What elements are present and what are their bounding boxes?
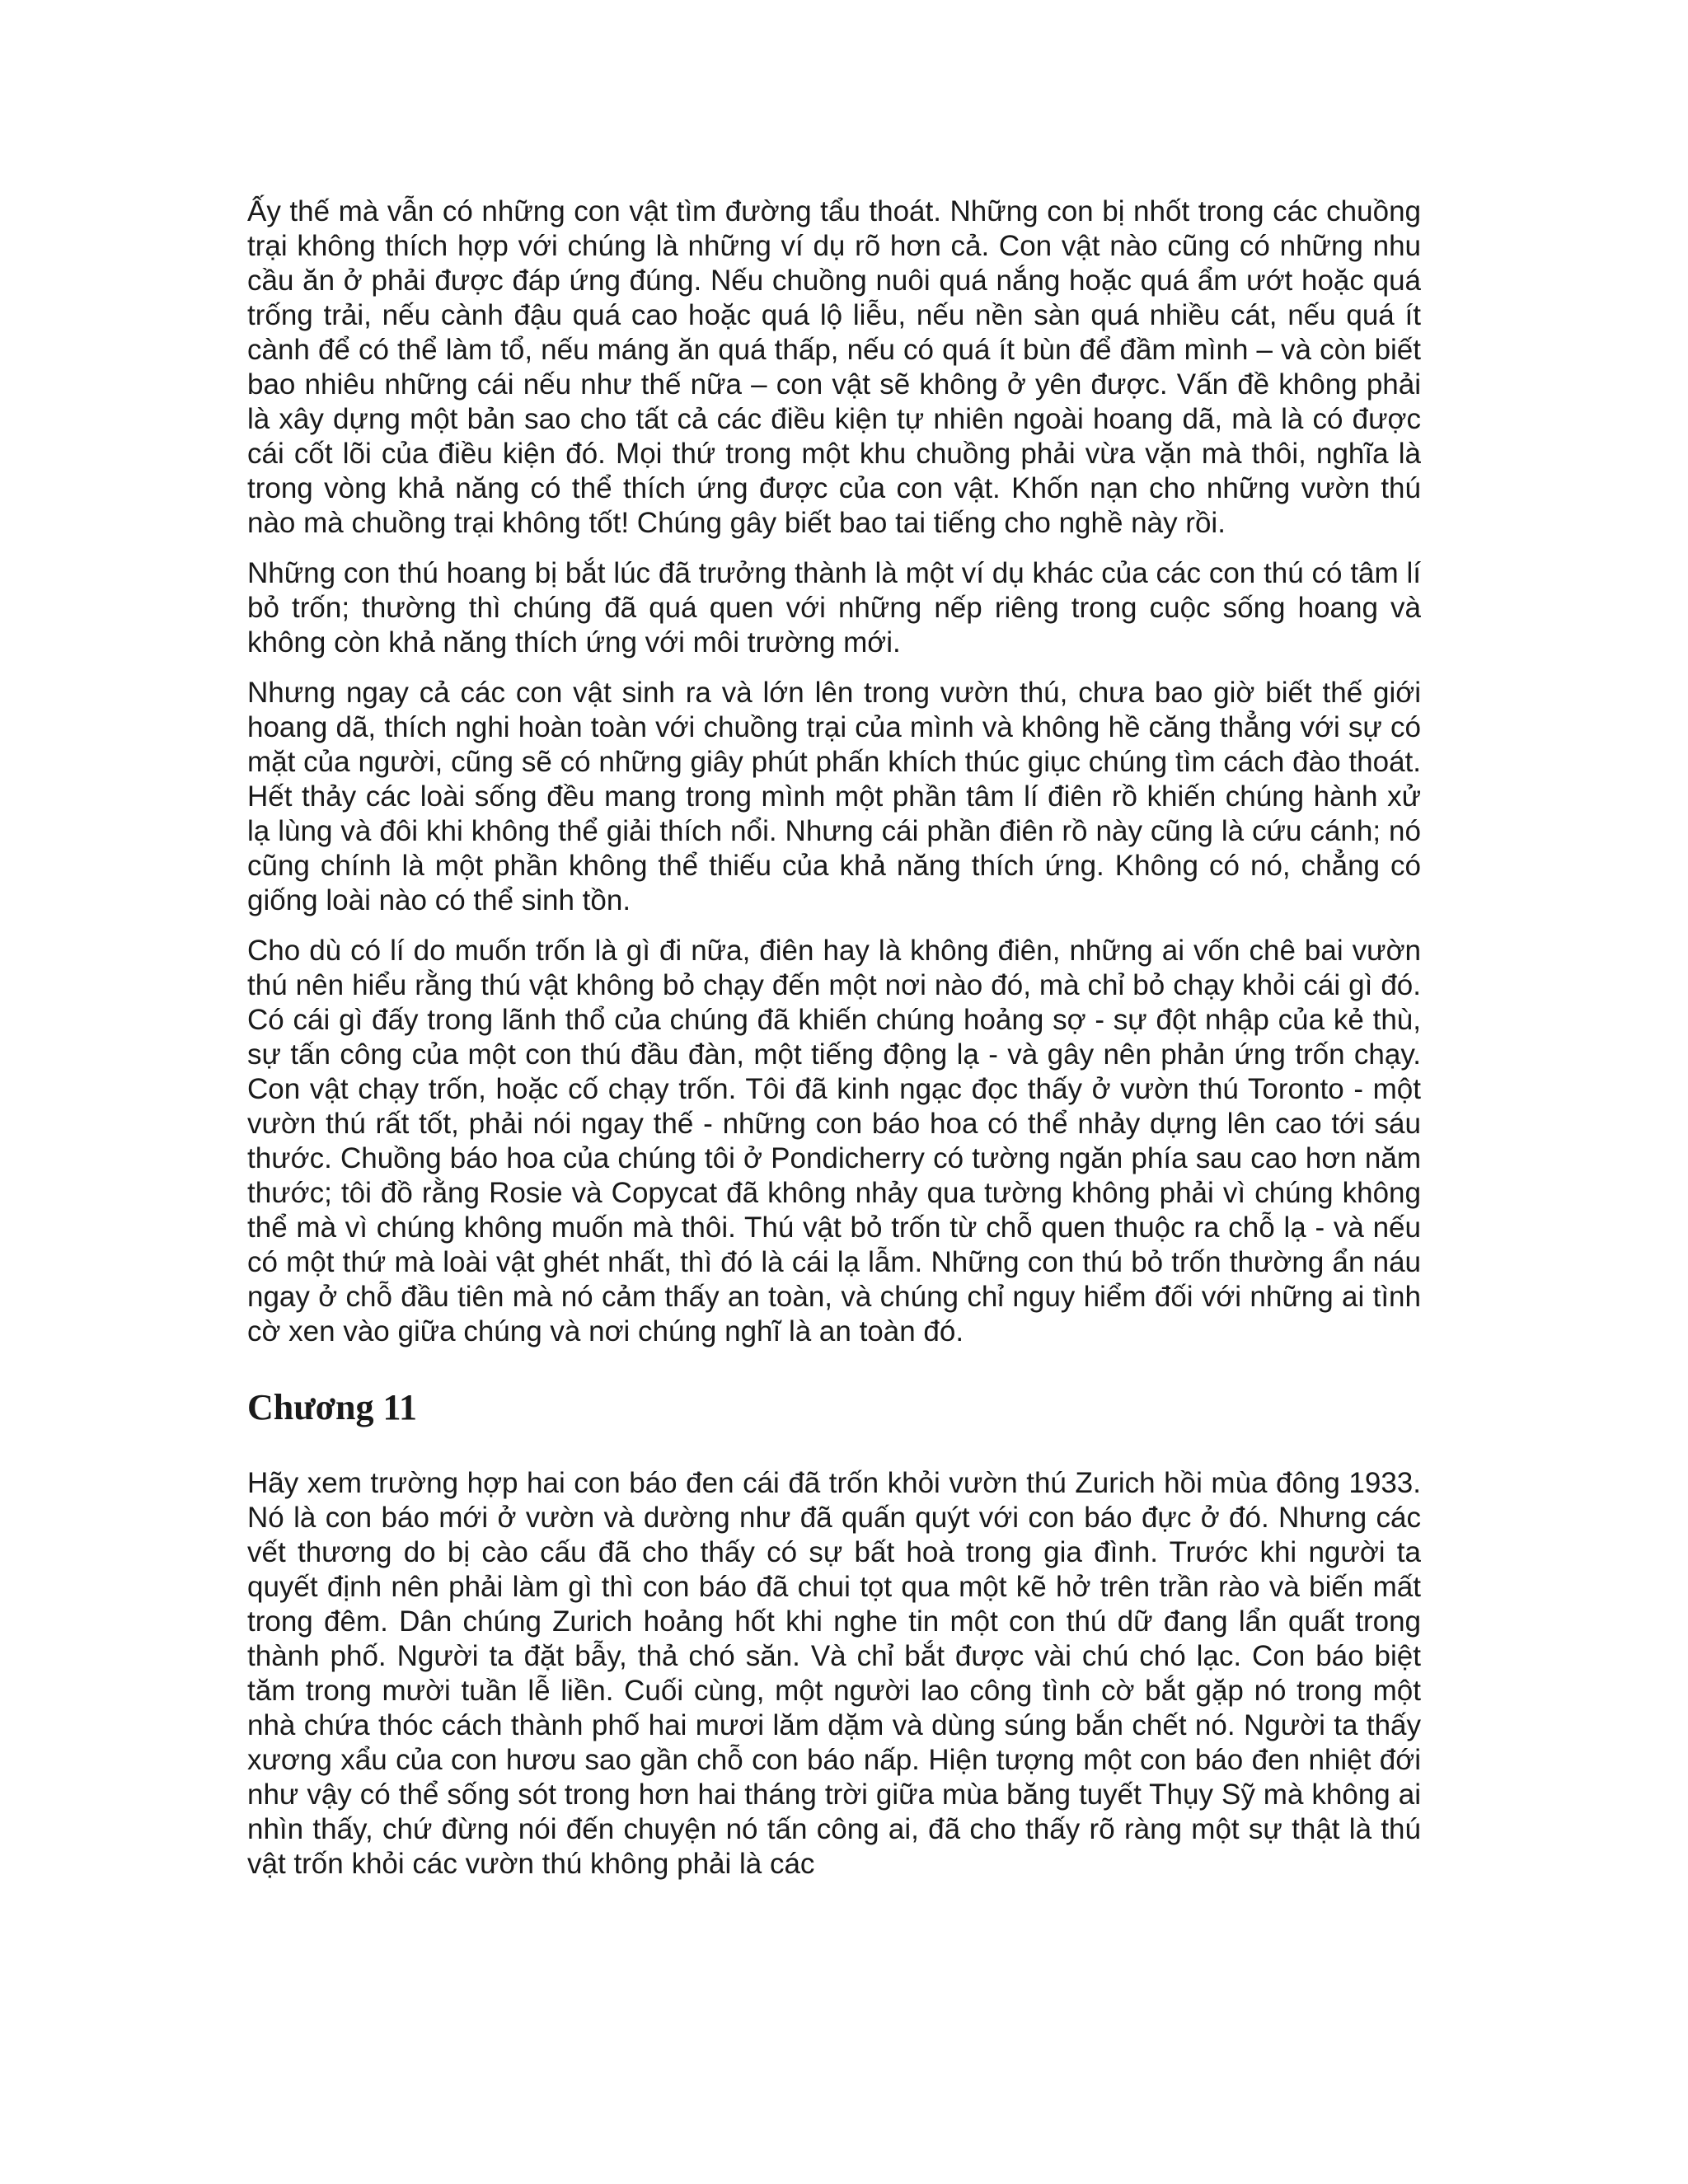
paragraph-zurich-panther: Hãy xem trường hợp hai con báo đen cái đã trốn khỏi vườn thú Zurich hồi mùa đông 1933. Nó là con báo mới ở vườn và dường như đã quấn quýt với con báo đực ở đó. Nhưng các vết thương do bị cào cấu đã cho thấy có sự bất hoà trong gia đình. Trước khi người ta quyết định nên phải làm gì thì con báo đã chui tọt qua một kẽ hở trên trần rào và biến mất trong đêm. Dân chúng Zurich hoảng hốt khi nghe tin một con thú dữ đang lẩn quất trong thành phố. Người ta đặt bẫy, thả chó săn. Và chỉ bắt được vài chú chó lạc. Con báo biệt tăm trong mười tuần lễ liền. Cuối cùng, một người lao công tình cờ bắt gặp nó trong một nhà chứa thóc cách thành phố hai mươi lăm dặm và dùng súng bắn chết nó. Người ta thấy xương xẩu của con hươu sao gần chỗ con báo nấp. Hiện tượng một con báo đen nhiệt đới như vậy có thể sống sót trong hơn hai tháng trời giữa mùa băng tuyết Thụy Sỹ mà không ai nhìn thấy, chứ đừng nói đến chuyện nó tấn công ai, đã cho thấy rõ ràng một sự thật là thú vật trốn khỏi các vườn thú không phải là các [247, 1467, 1421, 1880]
document-page [247, 194, 1421, 1897]
paragraph-zoo-born: Nhưng ngay cả các con vật sinh ra và lớn lên trong vườn thú, chưa bao giờ biết thế giới hoang dã, thích nghi hoàn toàn với chuồng trại của mình và không hề căng thẳng với sự có mặt của người, cũng sẽ có những giây phút phấn khích thúc giục chúng tìm cách đào thoát. Hết thảy các loài sống đều mang trong mình một phần tâm lí điên rồ khiến chúng hành xử lạ lùng và đôi khi không thể giải thích nổi. Nhưng cái phần điên rồ này cũng là cứu cánh; nó cũng chính là một phần không thể thiếu của khả năng thích ứng. Không có nó, chẳng có giống loài nào có thể sinh tồn. [247, 677, 1421, 916]
paragraph-wild-caught: Những con thú hoang bị bắt lúc đã trưởng thành là một ví dụ khác của các con thú có tâm lí bỏ trốn; thường thì chúng đã quá quen với những nếp riêng trong cuộc sống hoang và không còn khả năng thích ứng với môi trường mới. [247, 557, 1421, 658]
paragraph-escape-reasons: Cho dù có lí do muốn trốn là gì đi nữa, điên hay là không điên, những ai vốn chê bai vườn thú nên hiểu rằng thú vật không bỏ chạy đến một nơi nào đó, mà chỉ bỏ chạy khỏi cái gì đó. Có cái gì đấy trong lãnh thổ của chúng đã khiến chúng hoảng sợ - sự đột nhập của kẻ thù, sự tấn công của một con thú đầu đàn, một tiếng động lạ - và gây nên phản ứng trốn chạy. Con vật chạy trốn, hoặc cố chạy trốn. Tôi đã kinh ngạc đọc thấy ở vườn thú Toronto - một vườn thú rất tốt, phải nói ngay thế - những con báo hoa có thể nhảy dựng lên cao tới sáu thước. Chuồng báo hoa của chúng tôi ở Pondicherry có tường ngăn phía sau cao hơn năm thước; tôi đồ rằng Rosie và Copycat đã không nhảy qua tường không phải vì chúng không thể mà vì chúng không muốn mà thôi. Thú vật bỏ trốn từ chỗ quen thuộc ra chỗ lạ - và nếu có một thứ mà loài vật ghét nhất, thì đó là cái lạ lẫm. Những con thú bỏ trốn thường ẩn náu ngay ở chỗ đầu tiên mà nó cảm thấy an toàn, và chúng chỉ nguy hiểm đối với những ai tình cờ xen vào giữa chúng và nơi chúng nghĩ là an toàn đó. [247, 935, 1421, 1347]
paragraph-enclosures: Ấy thế mà vẫn có những con vật tìm đường tẩu thoát. Những con bị nhốt trong các chuồng trại không thích hợp với chúng là những ví dụ rõ hơn cả. Con vật nào cũng có những nhu cầu ăn ở phải được đáp ứng đúng. Nếu chuồng nuôi quá nắng hoặc quá ẩm ướt hoặc quá trống trải, nếu cành đậu quá cao hoặc quá lộ liễu, nếu nền sàn quá nhiều cát, nếu quá ít cành để có thể làm tổ, nếu máng ăn quá thấp, nếu có quá ít bùn để đầm mình – và còn biết bao nhiêu những cái nếu như thế nữa – con vật sẽ không ở yên được. Vấn đề không phải là xây dựng một bản sao cho tất cả các điều kiện tự nhiên ngoài hoang dã, mà là có được cái cốt lõi của điều kiện đó. Mọi thứ trong một khu chuồng phải vừa vặn mà thôi, nghĩa là trong vòng khả năng có thể thích ứng được của con vật. Khốn nạn cho những vườn thú nào mà chuồng trại không tốt! Chúng gây biết bao tai tiếng cho nghề này rồi. [247, 195, 1421, 539]
chapter-heading: Chương 11 [247, 1387, 418, 1427]
